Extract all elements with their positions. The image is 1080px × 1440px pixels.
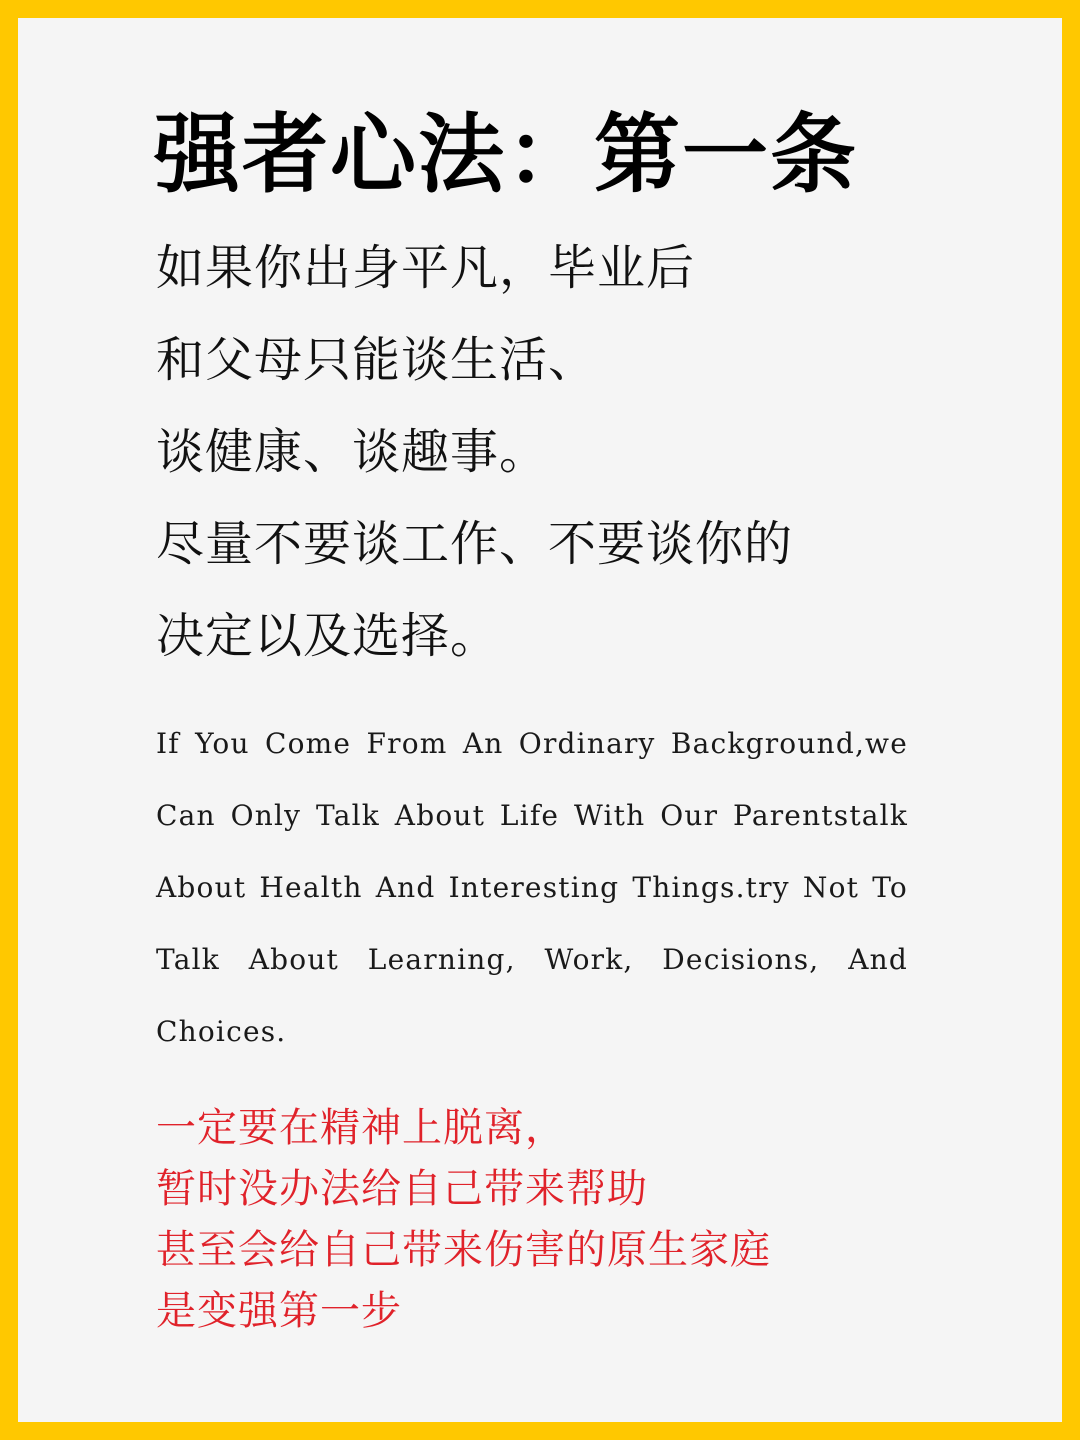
english-line: If You Come From An Ordinary Background,we <box>156 727 908 760</box>
content-card <box>18 18 1062 1422</box>
chinese-line: 谈健康、谈趣事。 <box>156 424 549 480</box>
english-paragraph <box>156 708 908 1068</box>
red-line: 甚至会给自己带来伤害的原生家庭 <box>156 1227 771 1273</box>
red-highlight-paragraph <box>156 1098 771 1342</box>
chinese-line: 尽量不要谈工作、不要谈你的 <box>156 516 794 572</box>
english-line: About Health And Interesting Things.try Not To <box>156 871 908 904</box>
english-line: Choices. <box>156 1015 287 1048</box>
chinese-line: 如果你出身平凡，毕业后 <box>156 240 696 296</box>
chinese-line: 和父母只能谈生活、 <box>156 332 598 388</box>
red-line: 一定要在精神上脱离， <box>156 1105 566 1151</box>
page-title: 强者心法：第一条 <box>154 105 858 205</box>
english-line: Can Only Talk About Life With Our Parentstalk <box>156 799 908 832</box>
chinese-paragraph <box>156 222 793 682</box>
chinese-line: 决定以及选择。 <box>156 608 500 664</box>
english-line: Talk About Learning, Work, Decisions, And <box>156 943 908 976</box>
red-line: 是变强第一步 <box>156 1288 402 1334</box>
red-line: 暂时没办法给自己带来帮助 <box>156 1166 648 1212</box>
